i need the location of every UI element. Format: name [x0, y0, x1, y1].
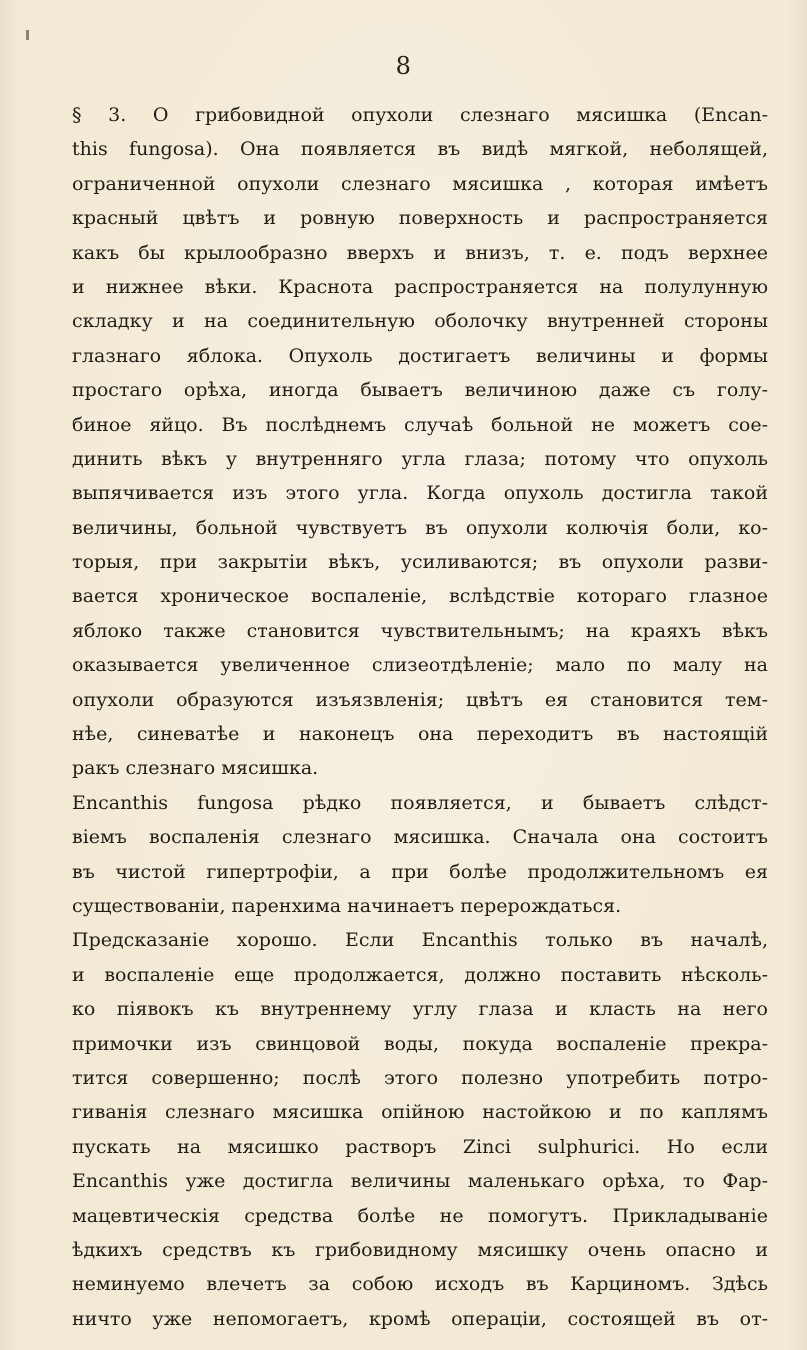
text-line-15: вается хроническое воспаленіе, вслѣдствіе котораго глазное [72, 585, 768, 608]
text-line-18: опухоли образуются изъязвленія; цвѣтъ ея становится тем- [72, 688, 768, 711]
text-line-35: неминуемо влечетъ за собою исходъ въ Карциномъ. Здѣсь [72, 1273, 768, 1296]
page-number: 8 [395, 52, 412, 80]
text-line-16: яблоко также становится чувствительнымъ; на краяхъ вѣкъ [72, 619, 768, 642]
text-line-31: пускать на мясишко растворъ Zinci sulphurici. Но если [72, 1135, 768, 1158]
text-line-27: ко піявокъ къ внутреннему углу глаза и класть на него [72, 998, 768, 1021]
text-line-21: Encanthis fungosa рѣдко появляется, и бываетъ слѣдст- [72, 791, 768, 814]
text-line-11: динить вѣкъ у внутренняго угла глаза; потому что опухоль [72, 447, 768, 470]
text-line-32: Encanthis уже достигла величины маленькаго орѣха, то Фар- [72, 1170, 768, 1193]
text-line-25: Предсказаніе хорошо. Если Encanthis только въ началѣ, [72, 929, 768, 952]
text-line-33: мацевтическія средства болѣе не помогутъ. Прикладываніе [72, 1204, 768, 1227]
text-line-12: выпячивается изъ этого угла. Когда опухоль достигла такой [72, 482, 768, 505]
text-line-20: ракъ слезнаго мясишка. [72, 757, 319, 780]
text-line-8: глазнаго яблока. Опухоль достигаетъ величины и формы [72, 344, 768, 367]
text-line-17: оказывается увеличенное слизеотдѣленіе; мало по малу на [72, 654, 768, 677]
text-line-19: нѣе, синеватѣе и наконецъ она переходитъ въ настоящій [72, 723, 768, 746]
text-line-36: ничто уже непомогаетъ, кромѣ операціи, состоящей въ от- [72, 1307, 768, 1330]
text-line-24: существованіи, паренхима начинаетъ перерождаться. [72, 894, 622, 917]
text-line-10: биное яйцо. Въ послѣднемъ случаѣ больной не можетъ сое- [72, 413, 768, 436]
text-line-5: какъ бы крылообразно вверхъ и внизъ, т. е. подъ верхнее [72, 241, 768, 264]
text-line-6: и нижнее вѣки. Краснота распространяется на полулунную [72, 275, 768, 298]
text-line-14: торыя, при закрытіи вѣкъ, усиливаются; въ опухоли разви- [72, 551, 768, 574]
text-line-2: this fungosa). Она появляется въ видѣ мягкой, неболящей, [72, 138, 768, 161]
text-line-26: и воспаленіе еще продолжается, должно поставить нѣсколь- [72, 963, 768, 986]
text-line-34: ѣдкихъ средствъ къ грибовидному мясишку очень опасно и [72, 1238, 768, 1261]
text-line-4: красный цвѣтъ и ровную поверхность и распространяется [72, 207, 768, 230]
text-line-30: гиванія слезнаго мясишка опійною настойкою и по каплямъ [72, 1101, 768, 1124]
text-line-3: ограниченной опухоли слезнаго мясишка , которая имѣетъ [72, 172, 768, 195]
margin-mark [26, 30, 29, 40]
text-line-9: простаго орѣха, иногда бываетъ величиною даже съ голу- [72, 379, 768, 402]
text-line-22: віемъ воспаленія слезнаго мясишка. Сначала она состоитъ [72, 826, 768, 849]
text-line-29: тится совершенно; послѣ этого полезно употребить потро- [72, 1066, 768, 1089]
text-line-28: примочки изъ свинцовой воды, покуда воспаленіе прекра- [72, 1032, 768, 1055]
text-line-1: § 3. О грибовидной опухоли слезнаго мясишка (Encan- [72, 104, 768, 126]
document-text [72, 98, 768, 1336]
text-line-23: въ чистой гипертрофіи, а при болѣе продолжительномъ ея [72, 860, 768, 883]
text-line-13: величины, больной чувствуетъ въ опухоли колючія боли, ко- [72, 516, 768, 539]
text-line-7: складку и на соединительную оболочку внутренней стороны [72, 310, 768, 333]
